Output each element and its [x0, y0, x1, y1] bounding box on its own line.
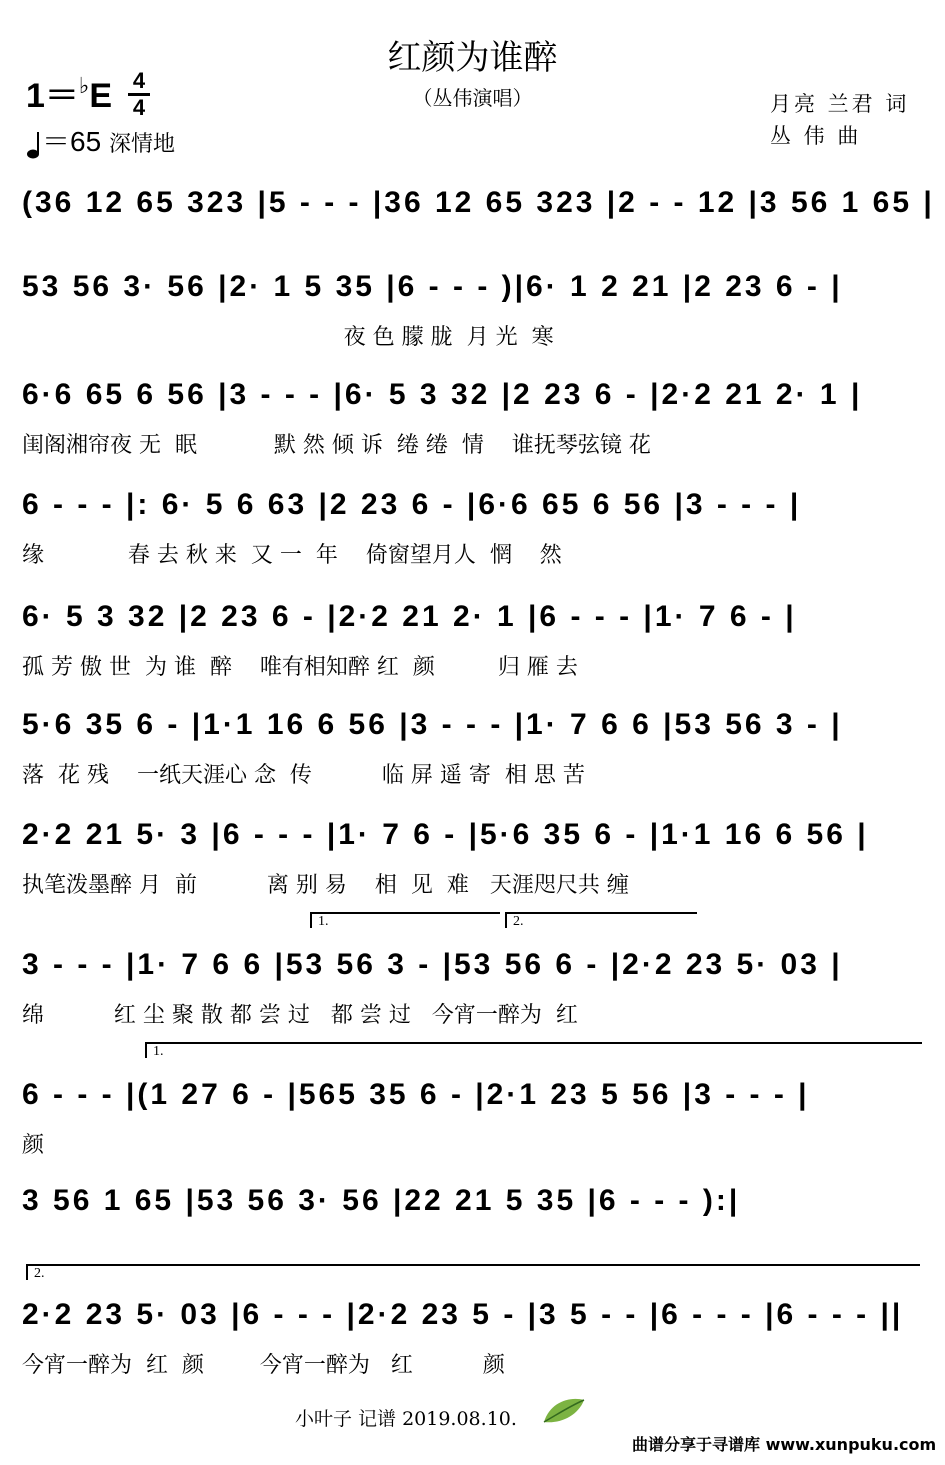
- notation: 6· 5 3 32 |2 23 6 - |2·2 21 2· 1 |6 - - - |1· 7 6 - |: [22, 600, 797, 633]
- leaf-icon: [540, 1392, 588, 1428]
- lyric-line: 执笔泼墨醉 月 前 离 别 易 相 见 难 天涯咫尺共 缠: [22, 873, 629, 898]
- flat-symbol: ♭: [78, 73, 90, 98]
- notation: 6 - - - |(1 27 6 - |565 35 6 - |2·1 23 5 56 |3 - - - |: [22, 1078, 810, 1111]
- key-signature: [26, 68, 112, 117]
- key-prefix: 1＝: [26, 77, 79, 115]
- lyric-line: 绵 红 尘 聚 散 都 尝 过 都 尝 过 今宵一醉为 红: [22, 1003, 578, 1028]
- volta-first-ending-2: [145, 1042, 922, 1058]
- volta-label: 1.: [318, 914, 329, 929]
- notation: 2·2 21 5· 3 |6 - - - |1· 7 6 - |5·6 35 6 - |1·1 16 6 56 |: [22, 818, 869, 851]
- lyric-line: 今宵一醉为 红 颜 今宵一醉为 红 颜: [22, 1353, 505, 1378]
- volta-label: 2.: [34, 1266, 45, 1281]
- volta-label: 1.: [153, 1044, 164, 1059]
- lyric-line: 夜 色 朦 胧 月 光 寒: [22, 325, 554, 350]
- notation: 2·2 23 5· 03 |6 - - - |2·2 23 5 - |3 5 - - |6 - - - |6 - - - ||: [22, 1298, 904, 1331]
- volta-first-ending: [310, 912, 500, 928]
- lyric-line: 缘 春 去 秋 来 又 一 年 倚窗望月人 惘 然: [22, 543, 562, 568]
- time-top: 4: [132, 68, 146, 93]
- lyric-line: 闺阁湘帘夜 无 眠 默 然 倾 诉 绻 绻 情 谁抚琴弦镜 花: [22, 433, 651, 458]
- lyricist-credit: 月亮 兰君 词: [770, 92, 910, 116]
- volta-second-ending: [505, 912, 697, 928]
- volta-label: 2.: [513, 914, 524, 929]
- expression-mark: 深情地: [108, 132, 175, 157]
- tempo-value: ＝65: [42, 126, 102, 157]
- notation: 6·6 65 6 56 |3 - - - |6· 5 3 32 |2 23 6 - |2·2 21 2· 1 |: [22, 378, 863, 411]
- notation: 5·6 35 6 - |1·1 16 6 56 |3 - - - |1· 7 6 6 |53 56 3 - |: [22, 708, 843, 741]
- quarter-note-icon: [26, 130, 42, 158]
- lyric-line: 孤 芳 傲 世 为 谁 醉 唯有相知醉 红 颜 归 雁 去: [22, 655, 578, 680]
- notation: 3 56 1 65 |53 56 3· 56 |22 21 5 35 |6 - - - ):|: [22, 1184, 741, 1217]
- time-bottom: 4: [132, 95, 146, 120]
- notation: 53 56 3· 56 |2· 1 5 35 |6 - - - )|6· 1 2 21 |2 23 6 - |: [22, 270, 843, 303]
- volta-second-ending-2: [26, 1264, 920, 1280]
- tempo-marking: [26, 120, 175, 160]
- lyric-line: 落 花 残 一纸天涯心 念 传 临 屏 遥 寄 相 思 苦: [22, 763, 585, 788]
- notation: 3 - - - |1· 7 6 6 |53 56 3 - |53 56 6 - |2·2 23 5· 03 |: [22, 948, 843, 981]
- time-signature: [128, 70, 150, 119]
- song-title: 红颜为谁醉: [387, 38, 558, 78]
- composer-credit: 丛 伟 曲: [770, 124, 862, 148]
- lyric-line: 颜: [22, 1133, 45, 1158]
- notation: (36 12 65 323 |5 - - - |36 12 65 323 |2 - - 12 |3 56 1 65 |: [22, 186, 935, 219]
- transcriber-note: 小叶子 记谱 2019.08.10.: [295, 1408, 517, 1430]
- singer-credit: （丛伟演唱）: [412, 86, 533, 110]
- key-letter: E: [89, 77, 112, 115]
- notation: 6 - - - |: 6· 5 6 63 |2 23 6 - |6·6 65 6 56 |3 - - - |: [22, 488, 802, 521]
- site-credit: 曲谱分享于寻谱库 www.xunpuku.com: [632, 1435, 937, 1454]
